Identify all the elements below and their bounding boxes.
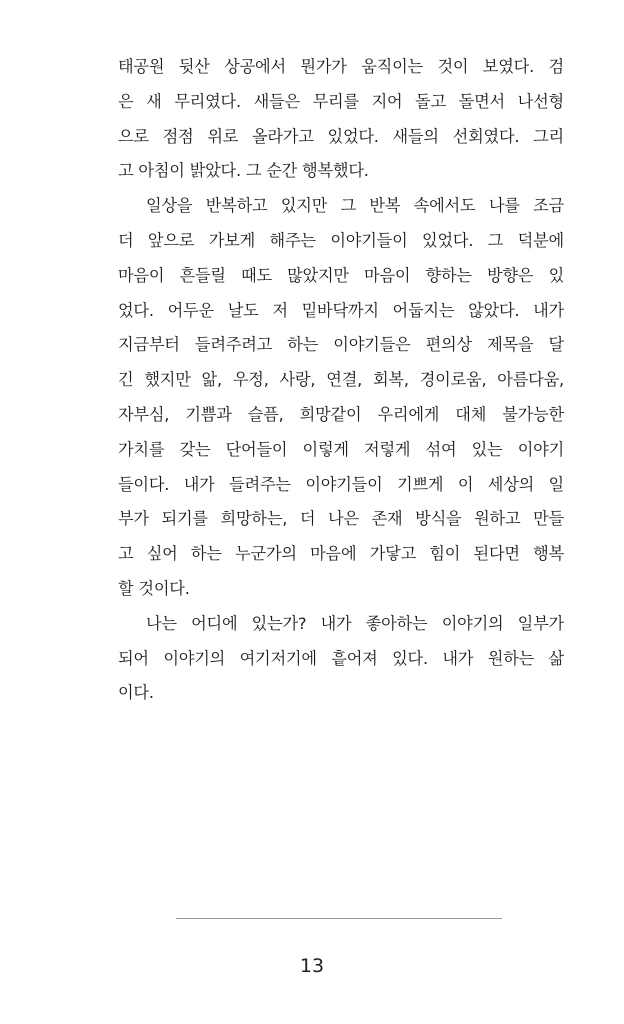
text-line: 고 아침이 밝았다. 그 순간 행복했다. xyxy=(118,161,369,181)
text-line: 일상을 반복하고 있지만 그 반복 속에서도 나를 조금 xyxy=(146,196,564,216)
text-line: 었다. 어두운 날도 저 밑바닥까지 어둡지는 않았다. 내가 xyxy=(118,300,564,320)
text-line: 부가 되기를 희망하는, 더 나은 존재 방식을 원하고 만들 xyxy=(118,509,564,529)
text-line: 긴 했지만 앎, 우정, 사랑, 연결, 회복, 경이로움, 아름다움, xyxy=(118,370,564,390)
text-line: 지금부터 들려주려고 하는 이야기들은 편의상 제목을 달 xyxy=(118,335,564,355)
text-line: 태공원 뒷산 상공에서 뭔가가 움직이는 것이 보였다. 검 xyxy=(118,57,564,76)
page-number: 13 xyxy=(299,955,325,977)
footer-divider xyxy=(176,918,502,919)
text-line: 은 새 무리였다. 새들은 무리를 지어 돌고 돌면서 나선형 xyxy=(118,91,564,111)
text-line: 고 싶어 하는 누군가의 마음에 가닿고 힘이 된다면 행복 xyxy=(118,544,564,564)
paragraph-1 xyxy=(118,50,564,189)
text-line: 자부심, 기쁨과 슬픔, 희망같이 우리에게 대체 불가능한 xyxy=(118,404,564,424)
paragraph-2 xyxy=(118,189,564,607)
text-line: 되어 이야기의 여기저기에 흩어져 있다. 내가 원하는 삶 xyxy=(118,648,564,668)
text-line: 이다. xyxy=(118,683,154,703)
text-line: 더 앞으로 가보게 해주는 이야기들이 있었다. 그 덕분에 xyxy=(118,230,564,250)
text-line: 가치를 갖는 단어들이 이렇게 저렇게 섞여 있는 이야기 xyxy=(118,439,564,459)
text-line: 으로 점점 위로 올라가고 있었다. 새들의 선회였다. 그리 xyxy=(118,126,564,146)
text-line: 들이다. 내가 들려주는 이야기들이 기쁘게 이 세상의 일 xyxy=(118,474,564,494)
text-line: 마음이 흔들릴 때도 많았지만 마음이 향하는 방향은 있 xyxy=(118,265,564,285)
text-line: 할 것이다. xyxy=(118,578,190,598)
body-text xyxy=(118,50,564,711)
paragraph-3 xyxy=(118,607,564,711)
text-line: 나는 어디에 있는가? 내가 좋아하는 이야기의 일부가 xyxy=(146,613,564,633)
